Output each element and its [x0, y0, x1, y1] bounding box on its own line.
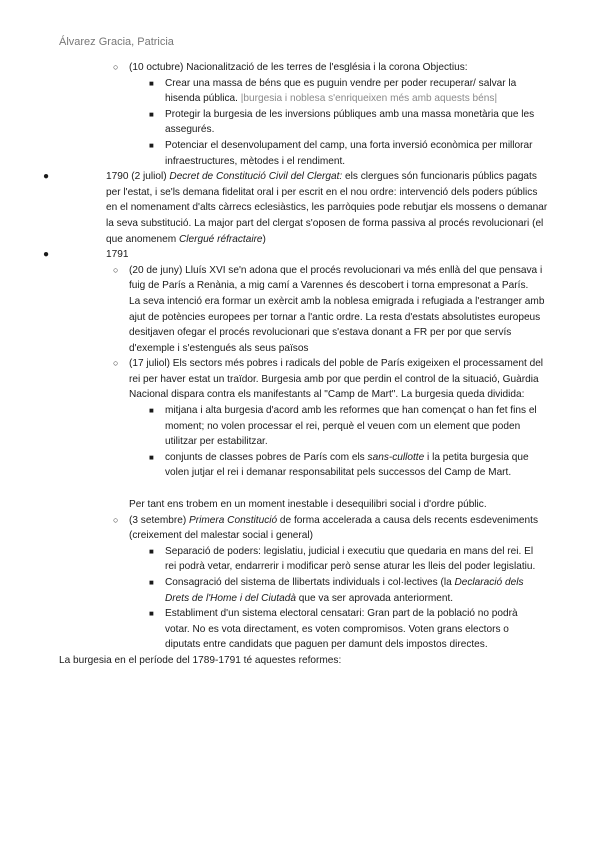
list-item	[0, 544, 600, 575]
square-bullet-icon: ■	[149, 452, 154, 462]
square-bullet-icon: ■	[149, 109, 154, 119]
disc-bullet-icon: ●	[43, 171, 50, 183]
disc-bullet-icon: ●	[43, 249, 50, 261]
square-bullet-icon: ■	[149, 406, 154, 416]
circle-bullet-icon: ○	[113, 358, 119, 369]
continuation-paragraph: La seva intenció era formar un exèrcit amb la noblesa emigrada i refugiada a l'estranger amb ajut de potències europees per tornar a l'antic ordre. La resta d'estats absolutistes europeus desitjaven ofegar el procés revolucionari que s'estava donant a FR per por que servís d'exemple i s'estengués als seus països	[129, 295, 545, 354]
list-item	[0, 606, 600, 653]
item-text: (10 octubre) Nacionalització de les terres de l'església i la corona Objectius:	[129, 62, 468, 73]
circle-bullet-icon: ○	[113, 514, 119, 525]
circle-bullet-icon: ○	[113, 62, 119, 72]
square-bullet-icon: ■	[149, 578, 154, 587]
list-item	[0, 403, 600, 450]
item-text: de forma accelerada a causa dels recents esdeveniments (creixement del malestar social i general)	[129, 514, 539, 542]
square-bullet-icon: ■	[149, 140, 154, 150]
document-body	[0, 60, 600, 669]
item-text: 1790 (2 juliol)	[106, 171, 170, 183]
item-italic: Clergué réfractaire	[178, 233, 263, 245]
item-text: conjunts de classes pobres de París com els	[165, 451, 368, 463]
list-item	[0, 138, 600, 169]
square-bullet-icon: ■	[149, 78, 154, 88]
continuation-paragraph: Per tant ens trobem en un moment inestable i desequilibri social i d'ordre públic.	[129, 499, 487, 511]
item-note: |burgesia i noblesa s'enriqueixen més amb aquests béns|	[240, 93, 498, 105]
item-italic: Primera Constitució	[189, 514, 278, 526]
list-item	[0, 575, 600, 606]
list-item	[0, 60, 600, 76]
item-italic: sans-cullotte	[367, 451, 425, 463]
item-text: els clergues són funcionaris públics pagats per l'estat, i se'ls demana fidelitat oral i per escrit en el nou ordre: intervenció dels poders públics en el nomenament d'alts càrrecs eclesiàstics, les parròquies pode rebutjar els mossens o demanar la seva substitució. La major part del clergat s'oposen de forma passiva al procés revolucionari (el que anomenem	[106, 171, 548, 245]
item-text: Consagració del sistema de llibertats individuals i col·lectives (la	[165, 577, 455, 588]
list-item	[0, 169, 600, 247]
item-text: )	[262, 233, 266, 245]
circle-bullet-icon: ○	[113, 264, 119, 275]
spacer	[0, 481, 600, 497]
list-item	[0, 450, 600, 481]
item-italic: Declaració dels Drets de l'Home i del Ciutadà	[165, 577, 524, 604]
item-text: que va ser aprovada anteriorment.	[295, 592, 454, 604]
list-item	[0, 513, 600, 544]
square-bullet-icon: ■	[149, 546, 154, 556]
item-text: (20 de juny) Lluís XVI se'n adona que el procés revolucionari va més enllà del que pensava i fuig de París a Renània, a mig camí a Varennes és descobert i torna empresonat a París.	[129, 264, 543, 292]
list-item	[0, 247, 600, 263]
item-text: Potenciar el desenvolupament del camp, una forta inversió econòmica per millorar infraestructures, mètodes i el rendiment.	[165, 139, 533, 167]
item-italic: Decret de Constitució Civil del Clergat:	[169, 171, 343, 183]
item-text: Separació de poders: legislatiu, judicial i executiu que quedaria en mans del rei. El rei podrà vetar, endarrerir i modificar però sense aturar les lleis del poder legislatiu.	[165, 545, 536, 573]
list-item	[0, 76, 600, 107]
list-item	[0, 263, 600, 294]
item-text: (17 juliol) Els sectors més pobres i radicals del poble de París exigeixen el processament del rei per haver estat un traïdor. Burgesia amb por que perdin el control de la situació, Guàrdia Nacional dispara contra els manifestants al "Camp de Mart". La burgesia queda dividida:	[129, 358, 544, 401]
square-bullet-icon: ■	[149, 609, 154, 619]
item-text: mitjana i alta burgesia d'acord amb les reformes que han començat o han fet fins el moment; no volen processar el rei, perquè el veuen com un element que poden utilitzar per estabilitzar.	[165, 405, 537, 448]
item-text: i la petita burgesia que volen jutjar el rei i demanar responsabilitat pels successos del Camp de Mart.	[165, 451, 529, 479]
item-text: Protegir la burgesia de les inversions públiques amb una massa monetària que les assegurés.	[165, 108, 535, 136]
list-item	[0, 356, 600, 403]
item-text: Establiment d'un sistema electoral censatari: Gran part de la població no podrà votar. No es vota directament, es voten compromisos. Voten grans electors o diputats entre candidats que paguen per damunt dels impostos directes.	[165, 608, 518, 651]
closing-paragraph: La burgesia en el període del 1789-1791 té aquestes reformes:	[59, 654, 342, 666]
item-text: Crear una massa de béns que es puguin vendre per poder recuperar/ salvar la hisenda pública.	[165, 77, 517, 105]
list-item	[0, 107, 600, 138]
item-text: 1791	[106, 249, 129, 261]
item-text: (3 setembre)	[129, 514, 190, 526]
document-header-author: Álvarez Gracia, Patricia	[59, 36, 174, 48]
